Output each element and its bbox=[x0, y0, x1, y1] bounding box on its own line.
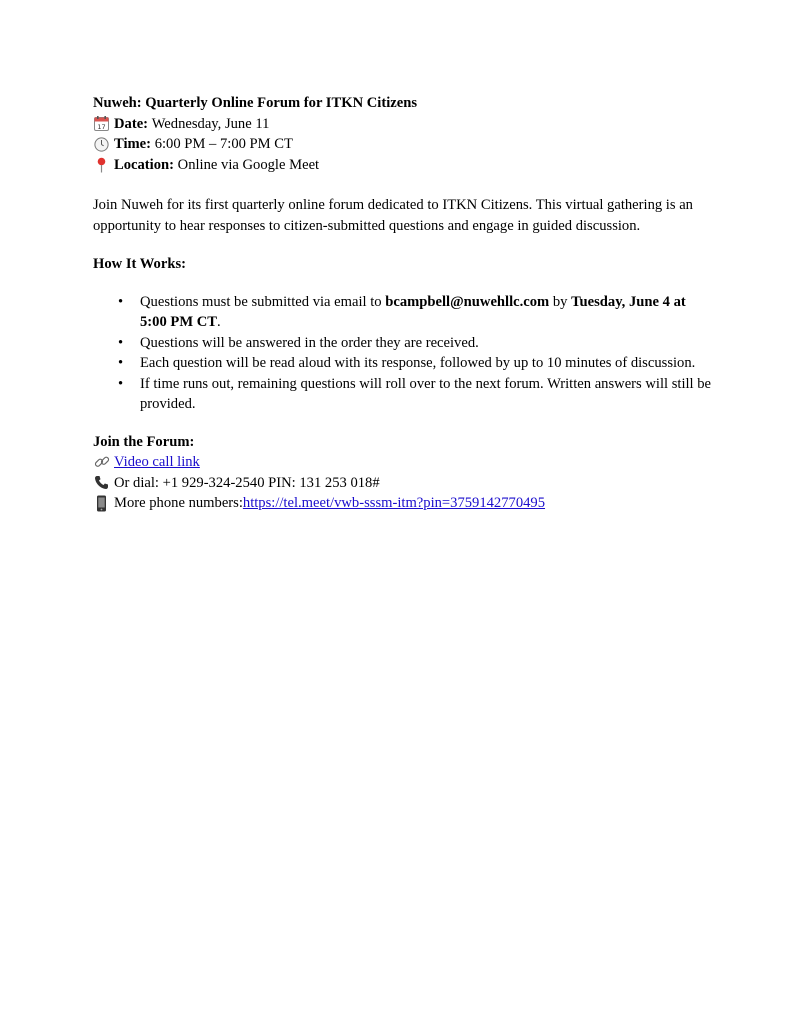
dial-text: Or dial: +1 929-324-2540 PIN: 131 253 018# bbox=[114, 474, 380, 491]
phone-icon bbox=[93, 474, 110, 491]
clock-icon bbox=[93, 136, 110, 153]
item3-text: Each question will be read aloud with its response, followed by up to 10 minutes of discussion. bbox=[140, 355, 696, 371]
bullet: • bbox=[118, 375, 124, 392]
list-item bbox=[118, 374, 713, 415]
time-line bbox=[93, 134, 713, 155]
list-item bbox=[118, 333, 713, 354]
date-value: Wednesday, June 11 bbox=[151, 115, 270, 132]
document-page bbox=[93, 93, 713, 514]
submission-deadline: Tuesday, June 4 at 5:00 PM CT bbox=[140, 293, 686, 330]
list-item bbox=[118, 292, 713, 333]
video-call-link[interactable]: Video call link bbox=[114, 454, 200, 470]
how-it-works-heading: How It Works: bbox=[93, 256, 186, 272]
dial-line bbox=[93, 473, 713, 494]
location-value: Online via Google Meet bbox=[177, 156, 320, 173]
link-icon bbox=[93, 454, 110, 471]
more-numbers-line bbox=[93, 493, 713, 514]
location-line bbox=[93, 155, 713, 176]
submission-email: bcampbell@nuwehllc.com bbox=[385, 293, 550, 310]
svg-text:17: 17 bbox=[97, 123, 106, 132]
date-label: Date: bbox=[114, 115, 149, 132]
item1-post: . bbox=[217, 314, 221, 330]
bullet: • bbox=[118, 334, 124, 351]
bullet: • bbox=[118, 355, 124, 371]
calendar-icon bbox=[93, 115, 110, 132]
video-link-line bbox=[93, 452, 713, 473]
location-label: Location: bbox=[114, 156, 174, 173]
more-numbers-link[interactable]: https://tel.meet/vwb-sssm-itm?pin=3759142770495 bbox=[242, 495, 546, 511]
mobile-phone-icon bbox=[93, 495, 110, 512]
item4-text: If time runs out, remaining questions will roll over to the next forum. Written answers will still be provided. bbox=[140, 375, 712, 412]
item1-pre: Questions must be submitted via email to bbox=[140, 293, 386, 310]
list-item bbox=[118, 353, 713, 374]
item2-text: Questions will be answered in the order they are received. bbox=[140, 334, 479, 351]
item1-mid: by bbox=[549, 293, 572, 310]
time-label: Time: bbox=[114, 136, 152, 152]
join-heading: Join the Forum: bbox=[93, 433, 195, 450]
map-pin-icon bbox=[93, 156, 110, 173]
how-it-works-list bbox=[93, 292, 713, 415]
more-numbers-label: More phone numbers: bbox=[114, 495, 243, 511]
date-line bbox=[93, 114, 713, 135]
intro-paragraph: Join Nuweh for its first quarterly online forum dedicated to ITKN Citizens. This virtual gathering is an opportunity to hear responses to citizen-submitted questions and engage in guided discussion. bbox=[93, 197, 693, 234]
event-title: Nuweh: Quarterly Online Forum for ITKN Citizens bbox=[93, 95, 418, 111]
bullet: • bbox=[118, 293, 124, 310]
time-value: 6:00 PM – 7:00 PM CT bbox=[154, 136, 293, 152]
